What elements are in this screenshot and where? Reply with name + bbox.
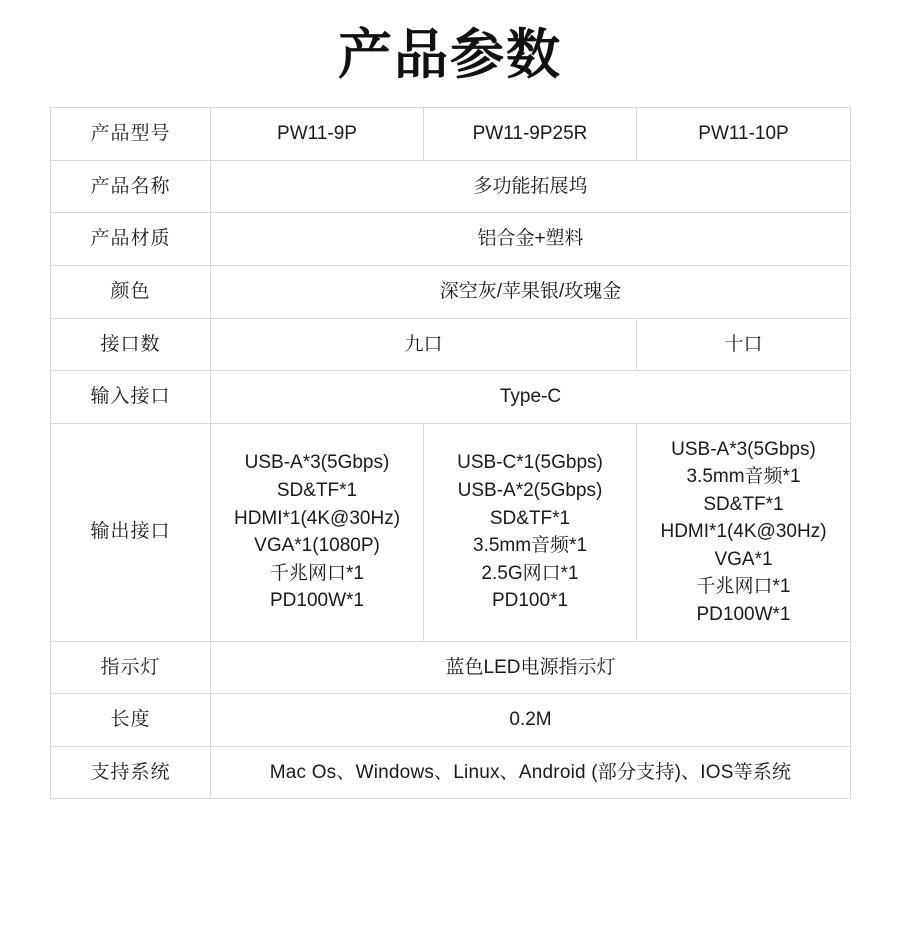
cell-indicator: 蓝色LED电源指示灯 (211, 641, 851, 694)
port-item: HDMI*1(4K@30Hz) (233, 507, 401, 529)
cell-port-count-nine: 九口 (211, 318, 637, 371)
table-row (51, 694, 851, 747)
port-item: 3.5mm音频*1 (472, 535, 588, 557)
table-row (51, 641, 851, 694)
cell-color: 深空灰/苹果银/玫瑰金 (211, 266, 851, 319)
table-row (51, 266, 851, 319)
cell-port-count-ten: 十口 (637, 318, 851, 371)
ports-list-1 (215, 449, 419, 614)
port-item: VGA*1 (714, 548, 773, 570)
row-label-indicator: 指示灯 (51, 641, 211, 694)
cell-model-pw11-9p: PW11-9P (211, 108, 424, 161)
port-item: 3.5mm音频*1 (686, 466, 801, 488)
table-row (51, 213, 851, 266)
row-label-input-port: 输入接口 (51, 371, 211, 424)
table-row (51, 318, 851, 371)
cell-output-ports-pw11-9p (211, 423, 424, 641)
port-item: PD100W*1 (270, 590, 364, 612)
table-row (51, 160, 851, 213)
row-label-model: 产品型号 (51, 108, 211, 161)
port-item: 千兆网口*1 (270, 562, 364, 584)
product-spec-table (50, 107, 851, 799)
cell-material: 铝合金+塑料 (211, 213, 851, 266)
row-label-port-count: 接口数 (51, 318, 211, 371)
port-item: PD100W*1 (696, 603, 791, 625)
product-spec-page (0, 26, 900, 926)
table-row (51, 746, 851, 799)
row-label-product-name: 产品名称 (51, 160, 211, 213)
cell-output-ports-pw11-10p (637, 423, 851, 641)
port-item: HDMI*1(4K@30Hz) (660, 521, 827, 543)
row-label-color: 颜色 (51, 266, 211, 319)
cell-output-ports-pw11-9p25r (424, 423, 637, 641)
cell-input-port: Type-C (211, 371, 851, 424)
port-item: VGA*1(1080P) (254, 535, 380, 557)
row-label-supported-systems: 支持系统 (51, 746, 211, 799)
table-row (51, 423, 851, 641)
page-title: 产品参数 (338, 25, 562, 85)
cell-length: 0.2M (211, 694, 851, 747)
ports-list-2 (428, 449, 632, 614)
table-row (51, 371, 851, 424)
cell-model-pw11-9p25r: PW11-9P25R (424, 108, 637, 161)
port-item: SD&TF*1 (703, 493, 784, 515)
port-item: PD100*1 (491, 590, 569, 612)
port-item: SD&TF*1 (489, 507, 571, 529)
spec-table-body (51, 108, 851, 799)
port-item: USB-A*3(5Gbps) (244, 452, 390, 474)
cell-model-pw11-10p: PW11-10P (637, 108, 851, 161)
spec-table-wrapper (0, 107, 900, 799)
port-item: SD&TF*1 (276, 479, 358, 501)
cell-product-name: 多功能拓展坞 (211, 160, 851, 213)
port-item: USB-A*2(5Gbps) (457, 479, 603, 501)
row-label-length: 长度 (51, 694, 211, 747)
table-row (51, 108, 851, 161)
port-item: USB-C*1(5Gbps) (457, 452, 603, 474)
ports-list-3 (641, 436, 846, 629)
cell-supported-systems: Mac Os、Windows、Linux、Android (部分支持)、IOS等系统 (211, 746, 851, 799)
port-item: USB-A*3(5Gbps) (671, 438, 816, 460)
port-item: 2.5G网口*1 (481, 562, 579, 584)
port-item: 千兆网口*1 (696, 576, 791, 598)
row-label-material: 产品材质 (51, 213, 211, 266)
row-label-output-ports: 输出接口 (51, 423, 211, 641)
